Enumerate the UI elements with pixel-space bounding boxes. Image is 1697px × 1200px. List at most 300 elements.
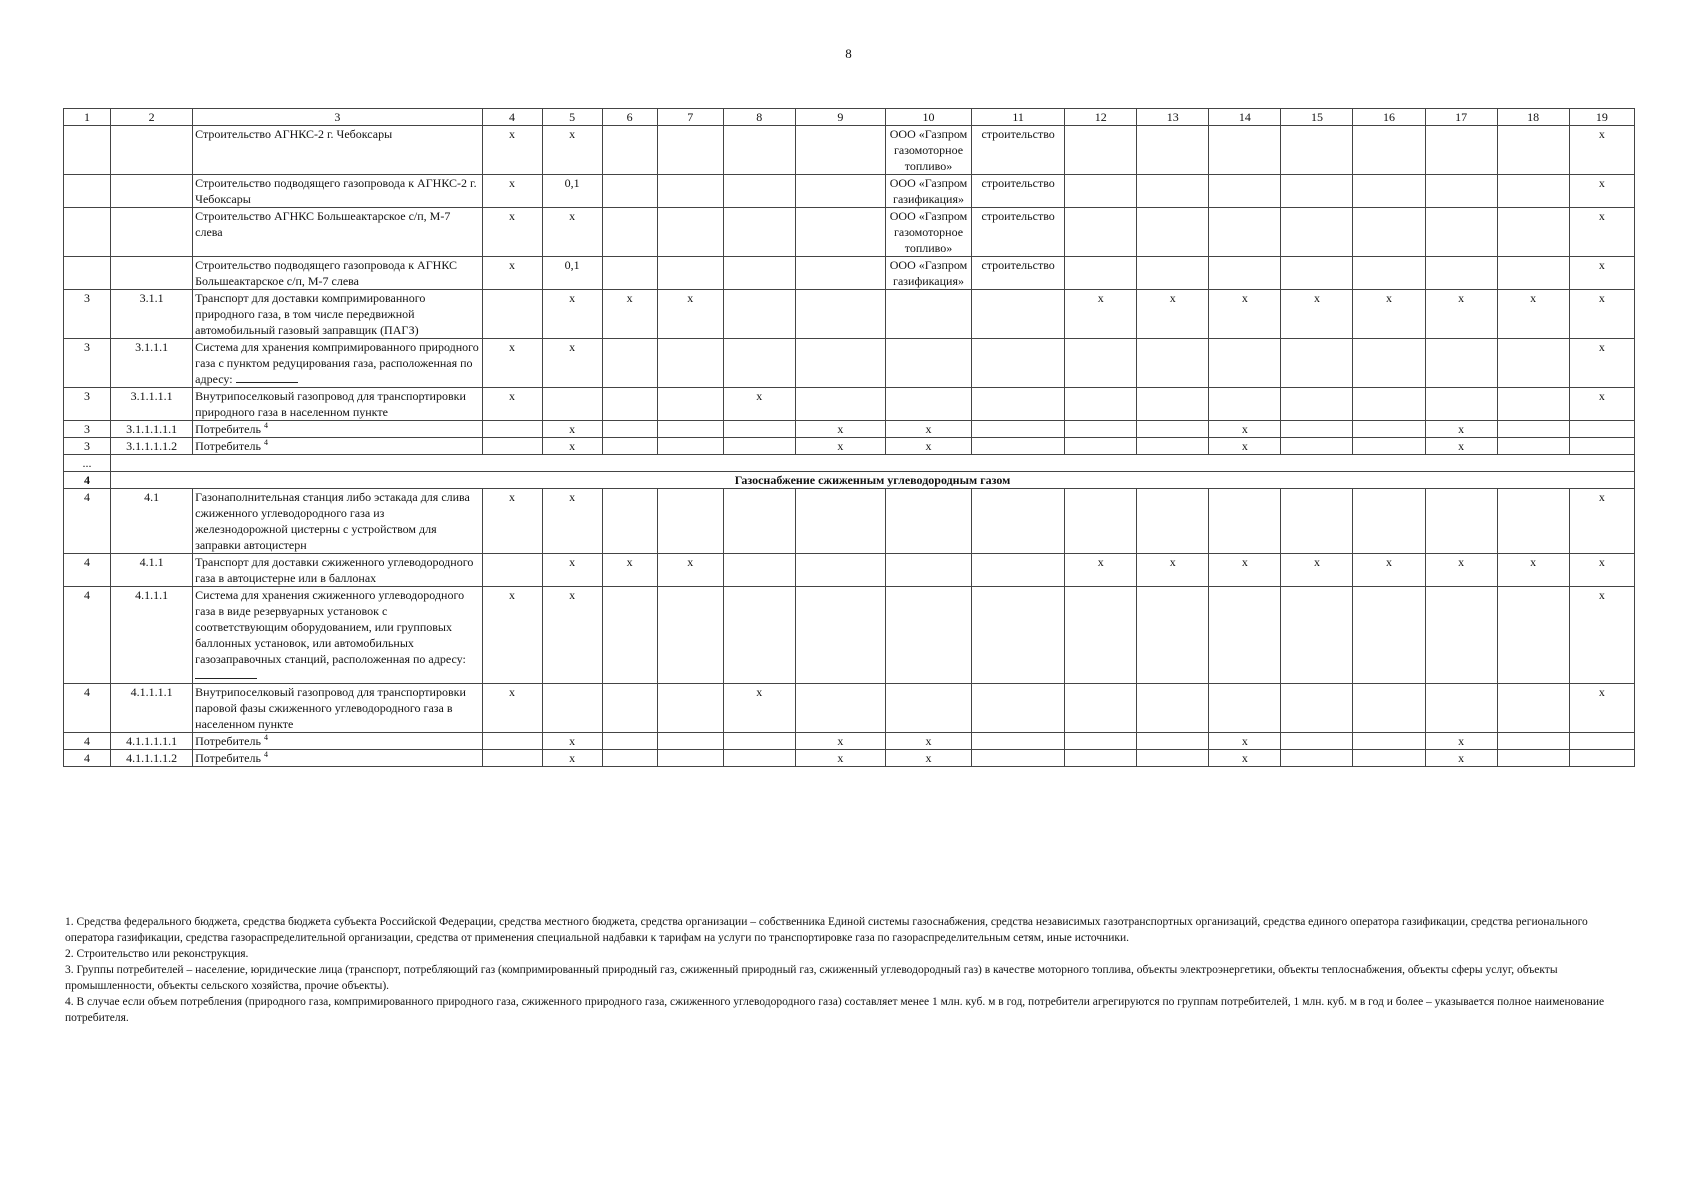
cell-text: 4.1.1.1.1.1 xyxy=(126,734,178,748)
table-row xyxy=(64,733,1635,750)
table-cell xyxy=(1281,587,1353,684)
table-cell xyxy=(542,587,602,684)
table-cell xyxy=(1209,438,1281,455)
table-row xyxy=(64,750,1635,767)
column-header-8: 8 xyxy=(723,109,795,126)
table-cell xyxy=(1281,126,1353,175)
row-section xyxy=(64,339,111,388)
cell-text: Потребитель xyxy=(195,751,264,765)
table-cell xyxy=(602,388,657,421)
cell-text: 3.1.1 xyxy=(139,291,164,305)
table-cell xyxy=(1065,750,1137,767)
table-cell xyxy=(482,587,542,684)
cell-text: x xyxy=(1598,685,1605,699)
table-cell xyxy=(1569,684,1634,733)
table-cell xyxy=(1209,339,1281,388)
table-cell xyxy=(1281,290,1353,339)
table-cell xyxy=(972,290,1065,339)
cell-text: 0,1 xyxy=(564,176,580,190)
table-cell xyxy=(723,208,795,257)
table-cell xyxy=(1137,208,1209,257)
row-code xyxy=(111,554,193,587)
cell-text: x xyxy=(1241,555,1248,569)
cell-text: x xyxy=(1458,555,1465,569)
table-cell xyxy=(885,438,971,455)
cell-text: 4 xyxy=(84,555,91,569)
cell-text: x xyxy=(1458,439,1465,453)
table-cell xyxy=(1425,290,1497,339)
row-description xyxy=(193,750,482,767)
table-cell xyxy=(1353,339,1425,388)
footnotes xyxy=(65,914,1633,1026)
table-cell xyxy=(1137,175,1209,208)
cell-text: Транспорт для доставки компримированного природного газа, в том числе передвижной автомобильный газовый заправщик (ПАГЗ) xyxy=(195,291,426,337)
table-row xyxy=(64,421,1635,438)
cell-text: Потребитель xyxy=(195,422,264,436)
table-cell xyxy=(542,339,602,388)
row-code xyxy=(111,339,193,388)
cell-text: 3.1.1.1 xyxy=(135,340,169,354)
table-cell xyxy=(1281,438,1353,455)
table-cell xyxy=(885,489,971,554)
row-code xyxy=(111,126,193,175)
section-number: 4 xyxy=(64,472,111,489)
table-cell xyxy=(542,489,602,554)
table-cell xyxy=(1281,554,1353,587)
table-row xyxy=(64,175,1635,208)
table-cell xyxy=(1065,438,1137,455)
cell-text: x xyxy=(509,176,516,190)
cell-text: x xyxy=(1598,588,1605,602)
cell-text: x xyxy=(569,422,576,436)
table-cell xyxy=(723,175,795,208)
table-cell xyxy=(1569,587,1634,684)
cell-text: x xyxy=(626,555,633,569)
table-cell xyxy=(885,554,971,587)
table-cell xyxy=(723,733,795,750)
table-cell xyxy=(1137,126,1209,175)
cell-text: x xyxy=(569,209,576,223)
cell-text: x xyxy=(1169,555,1176,569)
ellipsis-row xyxy=(64,455,1635,472)
table-cell xyxy=(1353,750,1425,767)
cell-text: x xyxy=(1598,291,1605,305)
table-cell xyxy=(1209,290,1281,339)
table-cell xyxy=(972,257,1065,290)
row-code xyxy=(111,684,193,733)
cell-text: x xyxy=(1241,734,1248,748)
table-cell xyxy=(1569,388,1634,421)
column-header-7: 7 xyxy=(657,109,723,126)
table-cell xyxy=(1425,554,1497,587)
data-table xyxy=(63,108,1635,767)
table-row xyxy=(64,208,1635,257)
table-header xyxy=(64,109,1635,126)
table-cell xyxy=(1065,126,1137,175)
row-code xyxy=(111,587,193,684)
table-cell xyxy=(1569,489,1634,554)
row-description xyxy=(193,126,482,175)
table-cell xyxy=(1137,554,1209,587)
table-cell xyxy=(1425,587,1497,684)
table-cell xyxy=(885,290,971,339)
table-cell xyxy=(1137,489,1209,554)
cell-text: x xyxy=(569,127,576,141)
cell-text: Газонаполнительная станция либо эстакада для слива сжиженного углеводородного газа из железнодорожной цистерны с устройством для заправки автоцистерн xyxy=(195,490,470,552)
cell-text: ООО «Газпром газомоторное топливо» xyxy=(889,127,968,173)
row-section xyxy=(64,208,111,257)
table-cell xyxy=(602,257,657,290)
column-header-1: 1 xyxy=(64,109,111,126)
table-cell xyxy=(1497,175,1569,208)
table-cell xyxy=(1425,126,1497,175)
table-cell xyxy=(1569,175,1634,208)
cell-text: x xyxy=(1386,291,1393,305)
table-cell xyxy=(1353,587,1425,684)
cell-text: x xyxy=(509,685,516,699)
table-cell xyxy=(723,421,795,438)
table-cell xyxy=(657,421,723,438)
table-cell xyxy=(972,388,1065,421)
cell-text: ООО «Газпром газификация» xyxy=(889,258,968,288)
cell-text: x xyxy=(1241,291,1248,305)
cell-text: x xyxy=(509,588,516,602)
cell-text: Строительство АГНКС Большеактарское с/п, М-7 слева xyxy=(195,209,451,239)
cell-text: 3.1.1.1.1.1 xyxy=(126,422,178,436)
cell-text: x xyxy=(1598,127,1605,141)
row-description xyxy=(193,554,482,587)
row-code xyxy=(111,257,193,290)
cell-text: Транспорт для доставки сжиженного углеводородного газа в автоцистерне или в баллонах xyxy=(195,555,474,585)
table-cell xyxy=(1569,126,1634,175)
table-cell xyxy=(482,750,542,767)
table-cell xyxy=(1353,175,1425,208)
table-cell xyxy=(1569,257,1634,290)
table-cell xyxy=(1065,554,1137,587)
table-cell xyxy=(1137,290,1209,339)
cell-text: 3 xyxy=(84,439,91,453)
cell-text: x xyxy=(1169,291,1176,305)
header-row xyxy=(64,109,1635,126)
cell-text: x xyxy=(509,127,516,141)
table-cell xyxy=(542,750,602,767)
table-cell xyxy=(602,438,657,455)
table-cell xyxy=(1569,554,1634,587)
table-cell xyxy=(885,126,971,175)
cell-text: x xyxy=(1530,555,1537,569)
table-cell xyxy=(602,489,657,554)
table-cell xyxy=(795,489,885,554)
table-cell xyxy=(1137,438,1209,455)
table-cell xyxy=(1065,684,1137,733)
table-cell xyxy=(795,126,885,175)
table-cell xyxy=(657,339,723,388)
column-header-17: 17 xyxy=(1425,109,1497,126)
cell-text: x xyxy=(837,751,844,765)
cell-text: 4.1.1.1.1.2 xyxy=(126,751,178,765)
footnote-marker: 4 xyxy=(263,421,268,430)
footnote-marker: 4 xyxy=(263,750,268,759)
table-cell xyxy=(482,421,542,438)
table-cell xyxy=(1209,208,1281,257)
cell-text: 0,1 xyxy=(564,258,580,272)
table-cell xyxy=(1065,175,1137,208)
cell-text: x xyxy=(509,389,516,403)
row-code xyxy=(111,733,193,750)
table-cell xyxy=(723,684,795,733)
table-cell xyxy=(1497,126,1569,175)
table-cell xyxy=(723,126,795,175)
table-cell xyxy=(795,421,885,438)
table-cell xyxy=(972,208,1065,257)
cell-text: ООО «Газпром газификация» xyxy=(889,176,968,206)
table-cell xyxy=(1353,684,1425,733)
table-cell xyxy=(482,684,542,733)
table-cell xyxy=(723,489,795,554)
footnote-3: 3. Группы потребителей – население, юридические лица (транспорт, потребляющий газ (компримированный природный газ, сжиженный природный газ, сжиженный углеводородный газ) в качестве моторного топлива, объекты электроэнергетики, объекты теплоснабжения, объекты сферы услуг, объекты промышленности, объекты сельского хозяйства, прочие объекты). xyxy=(65,964,1558,992)
cell-text: x xyxy=(569,490,576,504)
cell-text: x xyxy=(1598,209,1605,223)
table-cell xyxy=(1281,208,1353,257)
table-cell xyxy=(1209,126,1281,175)
table-cell xyxy=(1569,208,1634,257)
table-cell xyxy=(723,438,795,455)
table-cell xyxy=(1281,339,1353,388)
cell-text: 4 xyxy=(84,588,91,602)
footnote-marker: 4 xyxy=(263,438,268,447)
table-cell xyxy=(1281,489,1353,554)
table-cell xyxy=(657,175,723,208)
table-cell xyxy=(1065,339,1137,388)
table-cell xyxy=(1281,421,1353,438)
cell-text: x xyxy=(1313,555,1320,569)
table-cell xyxy=(482,388,542,421)
column-header-14: 14 xyxy=(1209,109,1281,126)
table-cell xyxy=(723,388,795,421)
column-header-18: 18 xyxy=(1497,109,1569,126)
table-cell xyxy=(972,489,1065,554)
table-cell xyxy=(723,339,795,388)
table-cell xyxy=(723,290,795,339)
table-cell xyxy=(795,208,885,257)
table-cell xyxy=(542,684,602,733)
table-cell xyxy=(1137,257,1209,290)
table-cell xyxy=(602,175,657,208)
cell-text: x xyxy=(569,751,576,765)
cell-text: x xyxy=(1598,555,1605,569)
table-cell xyxy=(1425,438,1497,455)
cell-text: x xyxy=(509,340,516,354)
table-cell xyxy=(482,339,542,388)
table-cell xyxy=(723,554,795,587)
table-cell xyxy=(1425,208,1497,257)
cell-text: строительство xyxy=(981,176,1055,190)
cell-text: 3 xyxy=(84,340,91,354)
table-cell xyxy=(602,208,657,257)
table-cell xyxy=(972,750,1065,767)
table-row xyxy=(64,587,1635,684)
table-cell xyxy=(1137,339,1209,388)
table-cell xyxy=(1353,733,1425,750)
row-code xyxy=(111,421,193,438)
cell-text: 3 xyxy=(84,422,91,436)
row-description xyxy=(193,290,482,339)
table-cell xyxy=(1425,733,1497,750)
cell-text: Потребитель xyxy=(195,734,264,748)
table-cell xyxy=(482,733,542,750)
section-row xyxy=(64,472,1635,489)
table-cell xyxy=(602,554,657,587)
table-cell xyxy=(482,438,542,455)
address-blank-line xyxy=(236,372,298,383)
table-cell xyxy=(1281,388,1353,421)
row-section xyxy=(64,438,111,455)
table-cell xyxy=(795,750,885,767)
cell-text: x xyxy=(837,439,844,453)
row-section xyxy=(64,290,111,339)
table-cell xyxy=(1281,733,1353,750)
cell-text: Система для хранения сжиженного углеводородного газа в виде резервуарных установок с соответствующим оборудованием, или групповых баллонных установок, или автомобильных газозаправочных станций, расположенная по адресу: xyxy=(195,588,466,666)
table-cell xyxy=(542,388,602,421)
row-description xyxy=(193,421,482,438)
cell-text: x xyxy=(569,555,576,569)
table-cell xyxy=(1569,750,1634,767)
table-cell xyxy=(1425,388,1497,421)
cell-text: Строительство подводящего газопровода к АГНКС-2 г. Чебоксары xyxy=(195,176,477,206)
table-cell xyxy=(723,587,795,684)
table-cell xyxy=(542,126,602,175)
page-number: 8 xyxy=(845,46,852,61)
column-header-4: 4 xyxy=(482,109,542,126)
table-cell xyxy=(482,554,542,587)
table-cell xyxy=(1137,750,1209,767)
row-section xyxy=(64,421,111,438)
table-cell xyxy=(885,388,971,421)
row-section xyxy=(64,750,111,767)
table-cell xyxy=(795,257,885,290)
cell-text: x xyxy=(569,588,576,602)
table-cell xyxy=(1353,257,1425,290)
table-cell xyxy=(1209,750,1281,767)
table-row xyxy=(64,388,1635,421)
cell-text: 4.1.1.1.1 xyxy=(130,685,173,699)
cell-text: 4.1 xyxy=(144,490,160,504)
cell-text: x xyxy=(837,734,844,748)
cell-text: x xyxy=(687,291,694,305)
table-row xyxy=(64,290,1635,339)
table-cell xyxy=(1497,489,1569,554)
table-cell xyxy=(1209,489,1281,554)
table-cell xyxy=(657,438,723,455)
table-cell xyxy=(1281,750,1353,767)
table-cell xyxy=(1425,421,1497,438)
row-description xyxy=(193,388,482,421)
cell-text: x xyxy=(1598,490,1605,504)
row-section xyxy=(64,489,111,554)
table-cell xyxy=(1569,421,1634,438)
table-cell xyxy=(1065,733,1137,750)
table-cell xyxy=(542,175,602,208)
table-cell xyxy=(1497,290,1569,339)
cell-text: 3.1.1.1.1.2 xyxy=(126,439,178,453)
cell-text: x xyxy=(687,555,694,569)
row-description xyxy=(193,339,482,388)
table-cell xyxy=(1065,388,1137,421)
table-cell xyxy=(1497,587,1569,684)
table-cell xyxy=(657,684,723,733)
table-cell xyxy=(1497,684,1569,733)
table-cell xyxy=(657,750,723,767)
row-code xyxy=(111,208,193,257)
table-cell xyxy=(1353,421,1425,438)
cell-text: x xyxy=(925,734,932,748)
row-description xyxy=(193,733,482,750)
table-cell xyxy=(1209,733,1281,750)
cell-text: x xyxy=(626,291,633,305)
table-cell xyxy=(542,554,602,587)
cell-text: x xyxy=(569,439,576,453)
table-cell xyxy=(657,257,723,290)
table-cell xyxy=(1137,733,1209,750)
column-header-13: 13 xyxy=(1137,109,1209,126)
table-cell xyxy=(723,257,795,290)
table-cell xyxy=(482,257,542,290)
table-cell xyxy=(885,257,971,290)
table-cell xyxy=(482,175,542,208)
table-row xyxy=(64,684,1635,733)
cell-text: x xyxy=(1458,422,1465,436)
cell-text: x xyxy=(925,751,932,765)
cell-text: x xyxy=(1598,340,1605,354)
cell-text: x xyxy=(925,439,932,453)
row-description xyxy=(193,175,482,208)
table-cell xyxy=(1497,388,1569,421)
cell-text: 4.1.1 xyxy=(139,555,164,569)
row-description xyxy=(193,489,482,554)
table-row xyxy=(64,126,1635,175)
cell-text: x xyxy=(509,258,516,272)
footnote-2: 2. Строительство или реконструкция. xyxy=(65,948,249,960)
ellipsis-span xyxy=(111,455,1635,472)
table-cell xyxy=(1569,438,1634,455)
column-header-15: 15 xyxy=(1281,109,1353,126)
table-cell xyxy=(1353,208,1425,257)
table-cell xyxy=(1353,489,1425,554)
table-cell xyxy=(1569,290,1634,339)
table-cell xyxy=(1353,290,1425,339)
table-row xyxy=(64,554,1635,587)
column-header-3: 3 xyxy=(193,109,482,126)
table-cell xyxy=(482,489,542,554)
cell-text: строительство xyxy=(981,258,1055,272)
table-cell xyxy=(602,126,657,175)
cell-text: x xyxy=(1241,422,1248,436)
cell-text: ООО «Газпром газомоторное топливо» xyxy=(889,209,968,255)
table-cell xyxy=(1209,587,1281,684)
table-cell xyxy=(885,733,971,750)
table-cell xyxy=(1137,388,1209,421)
table-cell xyxy=(972,421,1065,438)
row-section xyxy=(64,684,111,733)
cell-text: x xyxy=(837,422,844,436)
cell-text: x xyxy=(1598,389,1605,403)
table-cell xyxy=(1425,339,1497,388)
table-cell xyxy=(972,126,1065,175)
table-cell xyxy=(1209,421,1281,438)
table-cell xyxy=(1425,257,1497,290)
cell-text: x xyxy=(756,685,763,699)
table-cell xyxy=(1497,339,1569,388)
